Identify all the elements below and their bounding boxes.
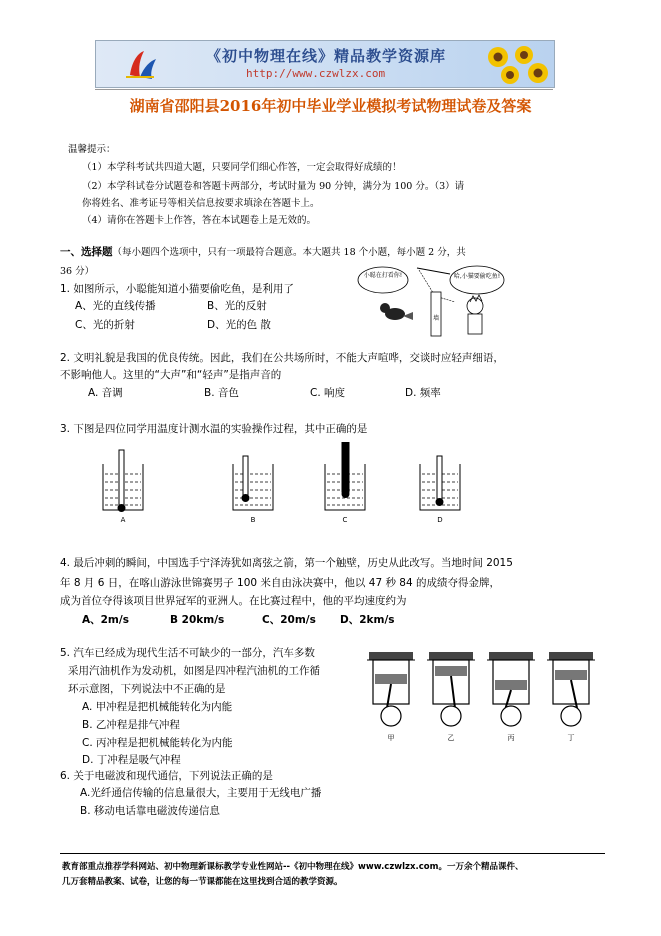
- option-a: A、2m/s: [82, 614, 129, 626]
- sunflower-icon: [480, 43, 550, 85]
- section-heading: 一、选择题: [60, 246, 113, 258]
- question-stem: 采用汽油机作为发动机，如图是四冲程汽油机的工作循: [68, 665, 320, 677]
- stroke-label-yi: 乙: [447, 734, 455, 742]
- boy-bubble-text: 哈,小猫要偷吃鱼!: [453, 273, 501, 280]
- cat-mirror-figure: [355, 262, 510, 340]
- question-stem: 3. 下图是四位同学用温度计测水温的实验操作过程，其中正确的是: [60, 423, 368, 435]
- option-d: D. 频率: [405, 387, 441, 399]
- option-b: B、光的反射: [207, 300, 267, 312]
- option-b: B 20km/s: [170, 614, 225, 626]
- section-intro-text: 36 分）: [60, 266, 95, 277]
- option-a: A. 甲冲程是把机械能转化为内能: [82, 701, 233, 713]
- option-b: B. 移动电话靠电磁波传递信息: [80, 805, 220, 817]
- stroke-label-jia: 甲: [387, 734, 395, 742]
- option-d: D. 丁冲程是吸气冲程: [82, 754, 181, 766]
- beaker-label-c: C: [342, 516, 348, 524]
- beaker-label-b: B: [250, 516, 256, 524]
- option-d: D、2km/s: [340, 614, 395, 626]
- page-title: 湖南省邵阳县2016年初中毕业学业模拟考试物理试卷及答案: [129, 97, 532, 115]
- footer-line: 几万套精品教案、试卷，让您的每一节课都能在这里找到合适的教学资源。: [62, 877, 343, 887]
- footer-rule: [60, 853, 605, 854]
- stroke-label-bing: 丙: [507, 734, 515, 742]
- notice-line: 你将姓名、准考证号等相关信息按要求填涂在答题卡上。: [82, 198, 320, 209]
- wall-label: 墙: [432, 315, 440, 322]
- notice-heading: 温馨提示：: [68, 144, 116, 155]
- beaker-label-a: A: [120, 516, 126, 524]
- thermometer-beakers-figure: [95, 442, 475, 526]
- engine-strokes-figure: [363, 644, 603, 744]
- notice-line: （2）本学科试卷分试题卷和答题卡两部分，考试时量为 90 分钟，满分为 100 分。（3）请: [82, 181, 465, 192]
- cat-bubble-text: 小聪在打看你!: [363, 272, 403, 279]
- beaker-label-d: D: [437, 516, 443, 524]
- option-a: A、光的直线传播: [75, 300, 156, 312]
- stroke-label-ding: 丁: [567, 734, 575, 742]
- question-stem: 4. 最后冲刺的瞬间，中国选手宁泽涛犹如离弦之箭，第一个触壁，历史从此改写。当地时间 2015: [60, 557, 513, 569]
- header-banner: [95, 40, 555, 88]
- option-a: A. 音调: [88, 387, 123, 399]
- banner-title: 《初中物理在线》精品教学资源库: [206, 47, 447, 65]
- option-c: C、光的折射: [75, 319, 135, 331]
- question-stem: 成为首位夺得该项目世界冠军的亚洲人。在比赛过程中，他的平均速度约为: [60, 595, 407, 607]
- notice-line: （1）本学科考试共四道大题，只要同学们细心作答，一定会取得好成绩的！: [82, 162, 402, 173]
- question-stem: 1. 如图所示，小聪能知道小猫要偷吃鱼，是利用了: [60, 283, 294, 295]
- section-intro: [60, 245, 466, 259]
- question-stem: 5. 汽车已经成为现代生活不可缺少的一部分，汽车多数: [60, 647, 315, 659]
- option-a: A.光纤通信传输的信息量很大，主要用于无线电广播: [80, 787, 322, 799]
- question-stem: 6. 关于电磁波和现代通信，下列说法正确的是: [60, 770, 273, 782]
- header-rule: [95, 89, 553, 90]
- question-stem: 2. 文明礼貌是我国的优良传统。因此，我们在公共场所时，不能大声喧哗，交谈时应轻声细语，: [60, 352, 504, 364]
- question-stem: 环示意图，下列说法中不正确的是: [68, 683, 226, 695]
- option-d: D、光的色 散: [207, 319, 271, 331]
- option-c: C. 丙冲程是把机械能转化为内能: [82, 737, 233, 749]
- footer-line: 教育部重点推荐学科网站、初中物理新课标教学专业性网站--《初中物理在线》www.czwlzx.com。一万余个精品课件、: [62, 862, 524, 872]
- notice-line: （4）请你在答题卡上作答，答在本试题卷上是无效的。: [82, 215, 317, 226]
- option-b: B. 音色: [204, 387, 239, 399]
- banner-url[interactable]: http://www.czwlzx.com: [246, 67, 386, 80]
- option-c: C. 响度: [310, 387, 346, 399]
- section-intro-text: （每小题四个选项中，只有一项最符合题意。本大题共 18 个小题，每小题 2 分，共: [112, 247, 466, 258]
- option-c: C、20m/s: [262, 614, 316, 626]
- site-logo-icon: [124, 47, 158, 81]
- question-stem: 年 8 月 6 日，在喀山游泳世锦赛男子 100 米自由泳决赛中，他以 47 秒 84 的成绩夺得金牌，: [60, 577, 500, 589]
- question-stem: 不影响他人。这里的“大声”和“轻声”是指声音的: [60, 369, 282, 381]
- option-b: B. 乙冲程是排气冲程: [82, 719, 180, 731]
